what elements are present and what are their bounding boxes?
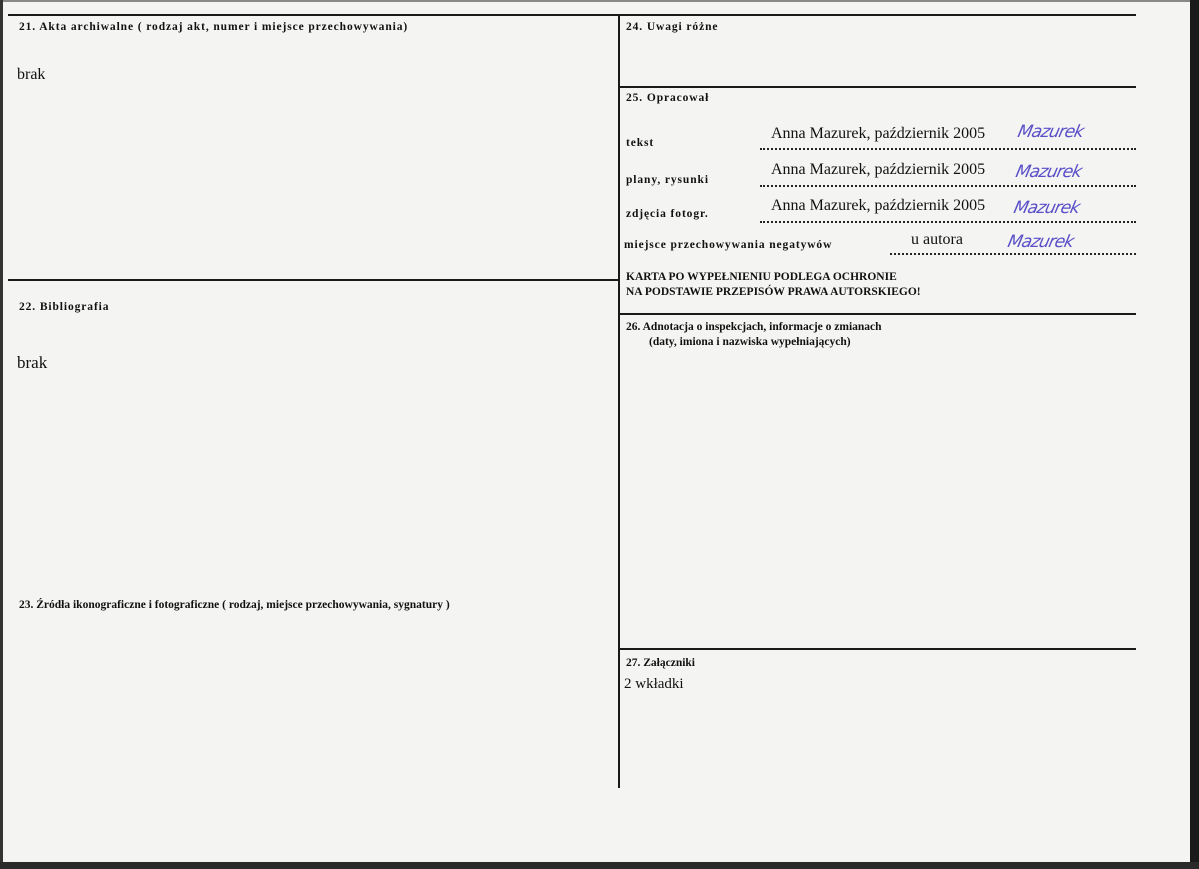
top-rule xyxy=(8,14,1136,16)
section-21-label: 21. Akta archiwalne ( rodzaj akt, numer i miejsce przechowywania) xyxy=(19,21,409,33)
section-23-label: 23. Źródła ikonograficzne i fotograficzne ( rodzaj, miejsce przechowywania, sygnatury ) xyxy=(19,599,450,611)
rule-section-22 xyxy=(8,279,618,281)
signature-photos: Mazurek xyxy=(1011,198,1082,218)
section-26-label: 26. Adnotacja o inspekcjach, informacje o zmianach xyxy=(626,321,882,333)
section-24-label: 24. Uwagi różne xyxy=(626,21,719,33)
copyright-notice-line2: NA PODSTAWIE PRZEPISÓW PRAWA AUTORSKIEGO! xyxy=(626,286,921,298)
scan-edge-right xyxy=(1190,0,1199,869)
section-22-label: 22. Bibliografia xyxy=(19,301,110,313)
author-row-negatives-label: miejsce przechowywania negatywów xyxy=(624,239,833,251)
author-row-negatives-value: u autora xyxy=(911,231,963,248)
author-row-plans-label: plany, rysunki xyxy=(626,174,709,186)
rule-section-27 xyxy=(620,648,1136,650)
author-row-photos-label: zdjęcia fotogr. xyxy=(626,208,709,220)
rule-section-25 xyxy=(620,86,1136,88)
dotted-line-plans xyxy=(760,185,1136,187)
section-21-value: brak xyxy=(17,66,46,83)
dotted-line-negatives xyxy=(890,253,1136,255)
dotted-line-text xyxy=(760,148,1136,150)
rule-section-26 xyxy=(620,313,1136,315)
copyright-notice-line1: KARTA PO WYPEŁNIENIU PODLEGA OCHRONIE xyxy=(626,271,897,283)
section-25-label: 25. Opracował xyxy=(626,92,710,104)
signature-plans: Mazurek xyxy=(1013,162,1084,182)
scan-edge-left xyxy=(0,0,3,869)
signature-text: Mazurek xyxy=(1015,122,1086,142)
author-row-text-value: Anna Mazurek, październik 2005 xyxy=(771,125,986,142)
scan-edge-top xyxy=(0,0,1199,2)
author-row-plans-value: Anna Mazurek, październik 2005 xyxy=(771,161,986,178)
section-27-value: 2 wkładki xyxy=(624,676,684,692)
dotted-line-photos xyxy=(760,221,1136,223)
column-divider xyxy=(618,14,620,788)
section-27-label: 27. Załączniki xyxy=(626,657,696,669)
author-row-photos-value: Anna Mazurek, październik 2005 xyxy=(771,197,986,214)
author-row-text-label: tekst xyxy=(626,137,655,149)
section-22-value: brak xyxy=(17,353,48,372)
signature-negatives: Mazurek xyxy=(1005,232,1076,252)
section-26-sublabel: (daty, imiona i nazwiska wypełniających) xyxy=(649,336,851,348)
scan-edge-bottom xyxy=(0,862,1199,869)
